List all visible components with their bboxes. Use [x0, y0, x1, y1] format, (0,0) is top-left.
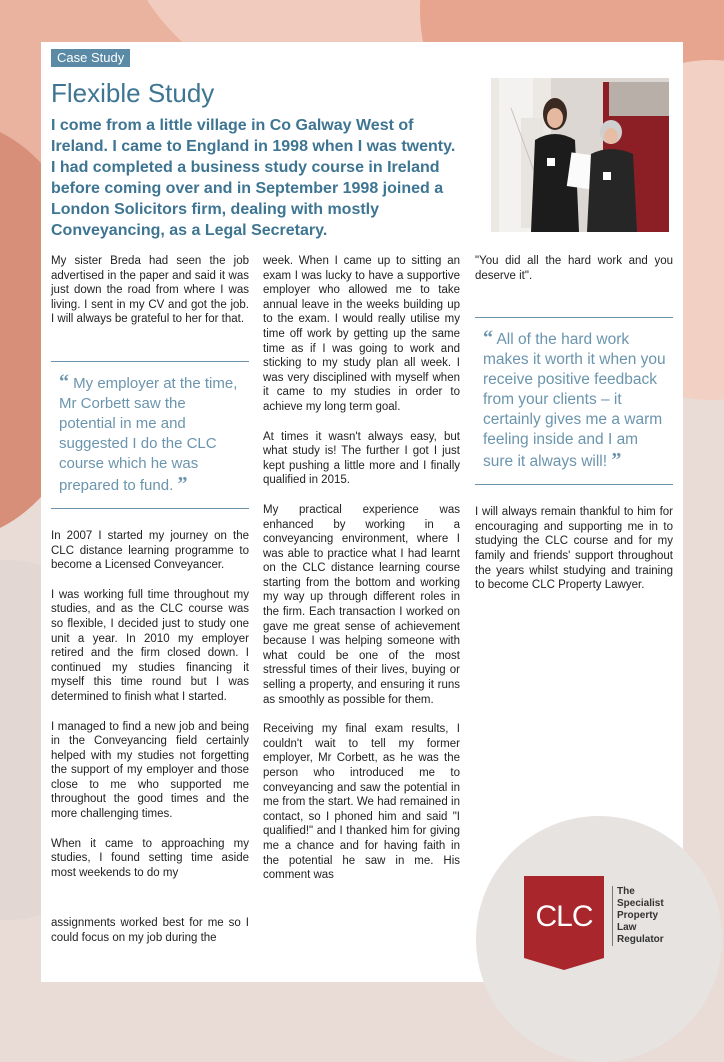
paragraph: Receiving my final exam results, I couldn't wait to tell my former employer, Mr Corbett, as he was the person who introduced me to conveyancing and saw the potential in me from the start. We had remained in contact, so I phoned him and said "I qualified!" and I thanked him for giving me a chance and for having faith in the potential he saw in me. His comment was	[263, 723, 460, 882]
logo-line: Law	[617, 922, 637, 933]
close-quote-icon: ”	[177, 472, 188, 495]
column-2	[263, 254, 460, 898]
paragraph: At times it wasn't always easy, but what study is! The further I got I just kept pushing a little more and I finally qualified in 2015.	[263, 430, 460, 487]
clc-logo: CLC	[524, 876, 604, 958]
paragraph: When it came to approaching my studies, I found setting time aside most weekends to do my	[51, 837, 249, 879]
column-3	[475, 254, 673, 608]
photo-illustration	[491, 78, 669, 232]
paragraph: I managed to find a new job and being in the Conveyancing field certainly helped with my studies not forgetting the support of my employer and those close to me who supported me throughout the good times and the more challenging times.	[51, 720, 249, 821]
paragraph: "You did all the hard work and you deserve it".	[475, 255, 673, 282]
paragraph: week. When I came up to sitting an exam I was lucky to have a supportive employer who allowed me to take annual leave in the weeks building up to the exam. I would really utilise my time off work by getting up the same time as if I was going to work and sticking to my study plan all week. I was very disciplined with myself when it came to my studies in order to achieve my long term goal.	[263, 255, 460, 413]
close-quote-icon: ”	[611, 449, 622, 472]
logo-line: The	[617, 886, 635, 897]
case-study-tag: Case Study	[51, 49, 130, 67]
pull-quote-text: My employer at the time, Mr Corbett saw the potential in me and suggested I do the CLC course which he was prepared to fund.	[59, 374, 238, 494]
logo-tagline	[612, 886, 707, 946]
paragraph: I will always remain thankful to him for encouraging and supporting me in to studying the CLC course and for my family and friends' support throughout the years whilst studying and training to become CLC Property Lawyer.	[475, 506, 673, 592]
paragraph: My practical experience was enhanced by working in a conveyancing environment, where I was able to practice what I had learnt on the CLC distance learning course starting from the bottom and working my way up through different roles in the firm. Each transaction I worked on gave me great sense of achievement because I was helping someone with what could be one of the most stressful times of their lives, buying or selling a property, and ensuring it runs as smoothly as possible for them.	[263, 503, 460, 706]
paragraph: In 2007 I started my journey on the CLC distance learning programme to become a Licensed Conveyancer.	[51, 529, 249, 572]
pull-quote	[51, 361, 249, 509]
page-title: Flexible Study	[51, 78, 215, 108]
logo-line: Property	[617, 910, 659, 921]
pull-quote-text: All of the hard work makes it worth it when you receive positive feedback from your clients – it certainly gives me a warm feeling inside and I am sure it always will!	[483, 331, 666, 471]
paragraph: My sister Breda had seen the job advertised in the paper and said it was just down the road from where I was living. I sent in my CV and got the job. I will always be grateful to her for that.	[51, 255, 249, 326]
pull-quote	[475, 317, 673, 485]
logo-line: Regulator	[617, 934, 664, 945]
open-quote-icon: “	[59, 370, 69, 393]
logo-line: Specialist	[617, 898, 664, 909]
column-1	[51, 254, 249, 961]
open-quote-icon: “	[483, 327, 493, 350]
paragraph: I was working full time throughout my studies, and as the CLC course was so flexible, I decided just to study one unit a year. In 2010 my employer retired and the firm closed down. I continued my studies financing it myself this time round but I was determined to finish what I started.	[51, 588, 249, 703]
award-photo	[491, 78, 669, 232]
intro-paragraph: I come from a little village in Co Galway West of Ireland. I came to England in 1998 when I was twenty. I had completed a business study course in Ireland before coming over and in September 1998 joined a London Solicitors firm, dealing with mostly Conveyancing, as a Legal Secretary.	[51, 117, 456, 239]
paragraph: assignments worked best for me so I could focus on my job during the	[51, 917, 249, 945]
